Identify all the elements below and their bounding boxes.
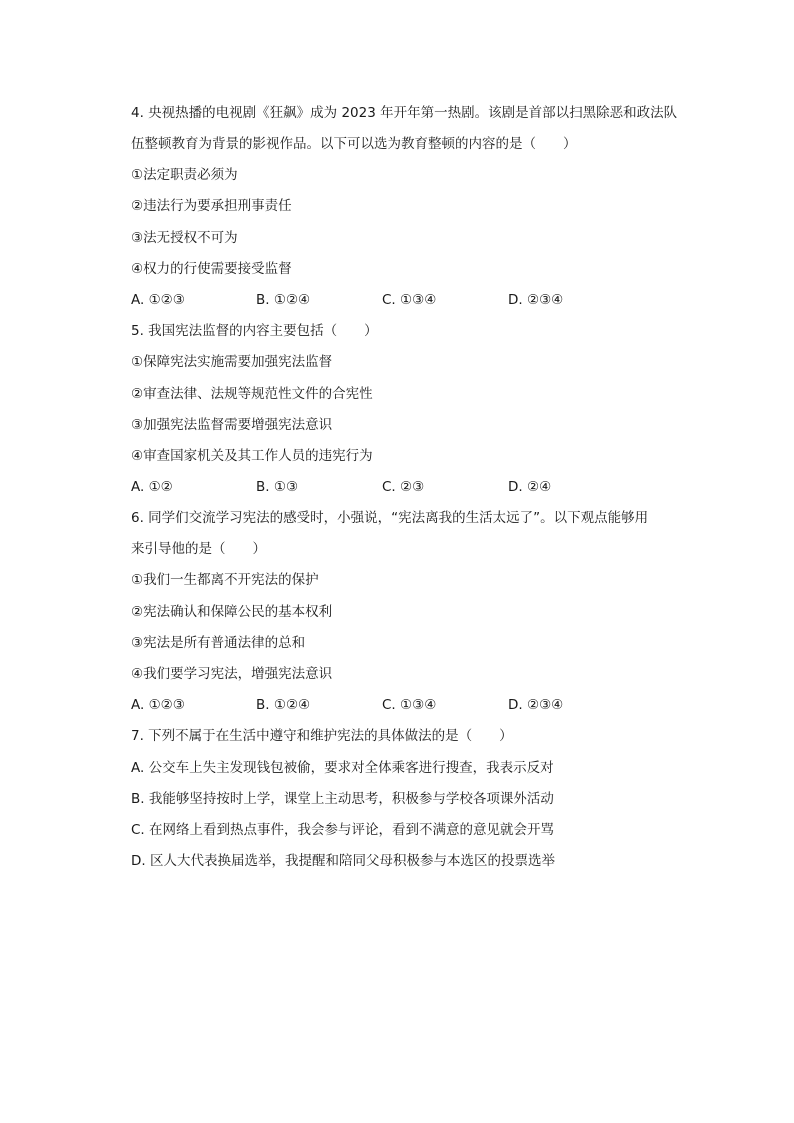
q7-choice-d: D. 区人大代表换届选举，我提醒和陪同父母积极参与本选区的投票选举 xyxy=(131,853,555,869)
q4-stem-line-2: 伍整顿教育为背景的影视作品。以下可以选为教育整顿的内容的是（ ） xyxy=(131,136,577,152)
q5-option-c: C. ②③ xyxy=(382,479,425,495)
q4-option-a: A. ①②③ xyxy=(131,292,185,308)
q6-item-2: ②宪法确认和保障公民的基本权利 xyxy=(131,604,333,620)
q7-stem-line-1: 7. 下列不属于在生活中遵守和维护宪法的具体做法的是（ ） xyxy=(131,728,513,744)
q4-option-d: D. ②③④ xyxy=(508,292,564,308)
q4-option-c: C. ①③④ xyxy=(382,292,437,308)
q5-item-2: ②审查法律、法规等规范性文件的合宪性 xyxy=(131,386,373,402)
q4-item-4: ④权力的行使需要接受监督 xyxy=(131,261,292,277)
q5-option-d: D. ②④ xyxy=(508,479,552,495)
q7-choice-c: C. 在网络上看到热点事件，我会参与评论，看到不满意的意见就会开骂 xyxy=(131,822,555,838)
q5-item-3: ③加强宪法监督需要增强宪法意识 xyxy=(131,417,333,433)
q4-stem-line-1: 4. 央视热播的电视剧《狂飙》成为 2023 年开年第一热剧。该剧是首部以扫黑除恶和政法队 xyxy=(131,105,678,121)
q6-option-d: D. ②③④ xyxy=(508,697,564,713)
q5-stem-line-1: 5. 我国宪法监督的内容主要包括（ ） xyxy=(131,323,378,339)
q6-option-c: C. ①③④ xyxy=(382,697,437,713)
q6-stem-line-1: 6. 同学们交流学习宪法的感受时，小强说，“宪法离我的生活太远了”。以下观点能够用 xyxy=(131,510,649,526)
q4-item-2: ②违法行为要承担刑事责任 xyxy=(131,198,292,214)
q6-item-1: ①我们一生都离不开宪法的保护 xyxy=(131,572,319,588)
q6-option-b: B. ①②④ xyxy=(256,697,311,713)
q5-item-1: ①保障宪法实施需要加强宪法监督 xyxy=(131,354,333,370)
q6-item-3: ③宪法是所有普通法律的总和 xyxy=(131,635,306,651)
q5-option-b: B. ①③ xyxy=(256,479,299,495)
q4-option-b: B. ①②④ xyxy=(256,292,311,308)
q6-option-a: A. ①②③ xyxy=(131,697,185,713)
q7-choice-b: B. 我能够坚持按时上学，课堂上主动思考，积极参与学校各项课外活动 xyxy=(131,791,554,807)
q6-item-4: ④我们要学习宪法，增强宪法意识 xyxy=(131,666,333,682)
q6-stem-line-2: 来引导他的是（ ） xyxy=(131,541,266,557)
q4-item-3: ③法无授权不可为 xyxy=(131,230,238,246)
q7-choice-a: A. 公交车上失主发现钱包被偷，要求对全体乘客进行搜查，我表示反对 xyxy=(131,760,554,776)
q5-option-a: A. ①② xyxy=(131,479,173,495)
q5-item-4: ④审查国家机关及其工作人员的违宪行为 xyxy=(131,448,373,464)
q4-item-1: ①法定职责必须为 xyxy=(131,167,238,183)
